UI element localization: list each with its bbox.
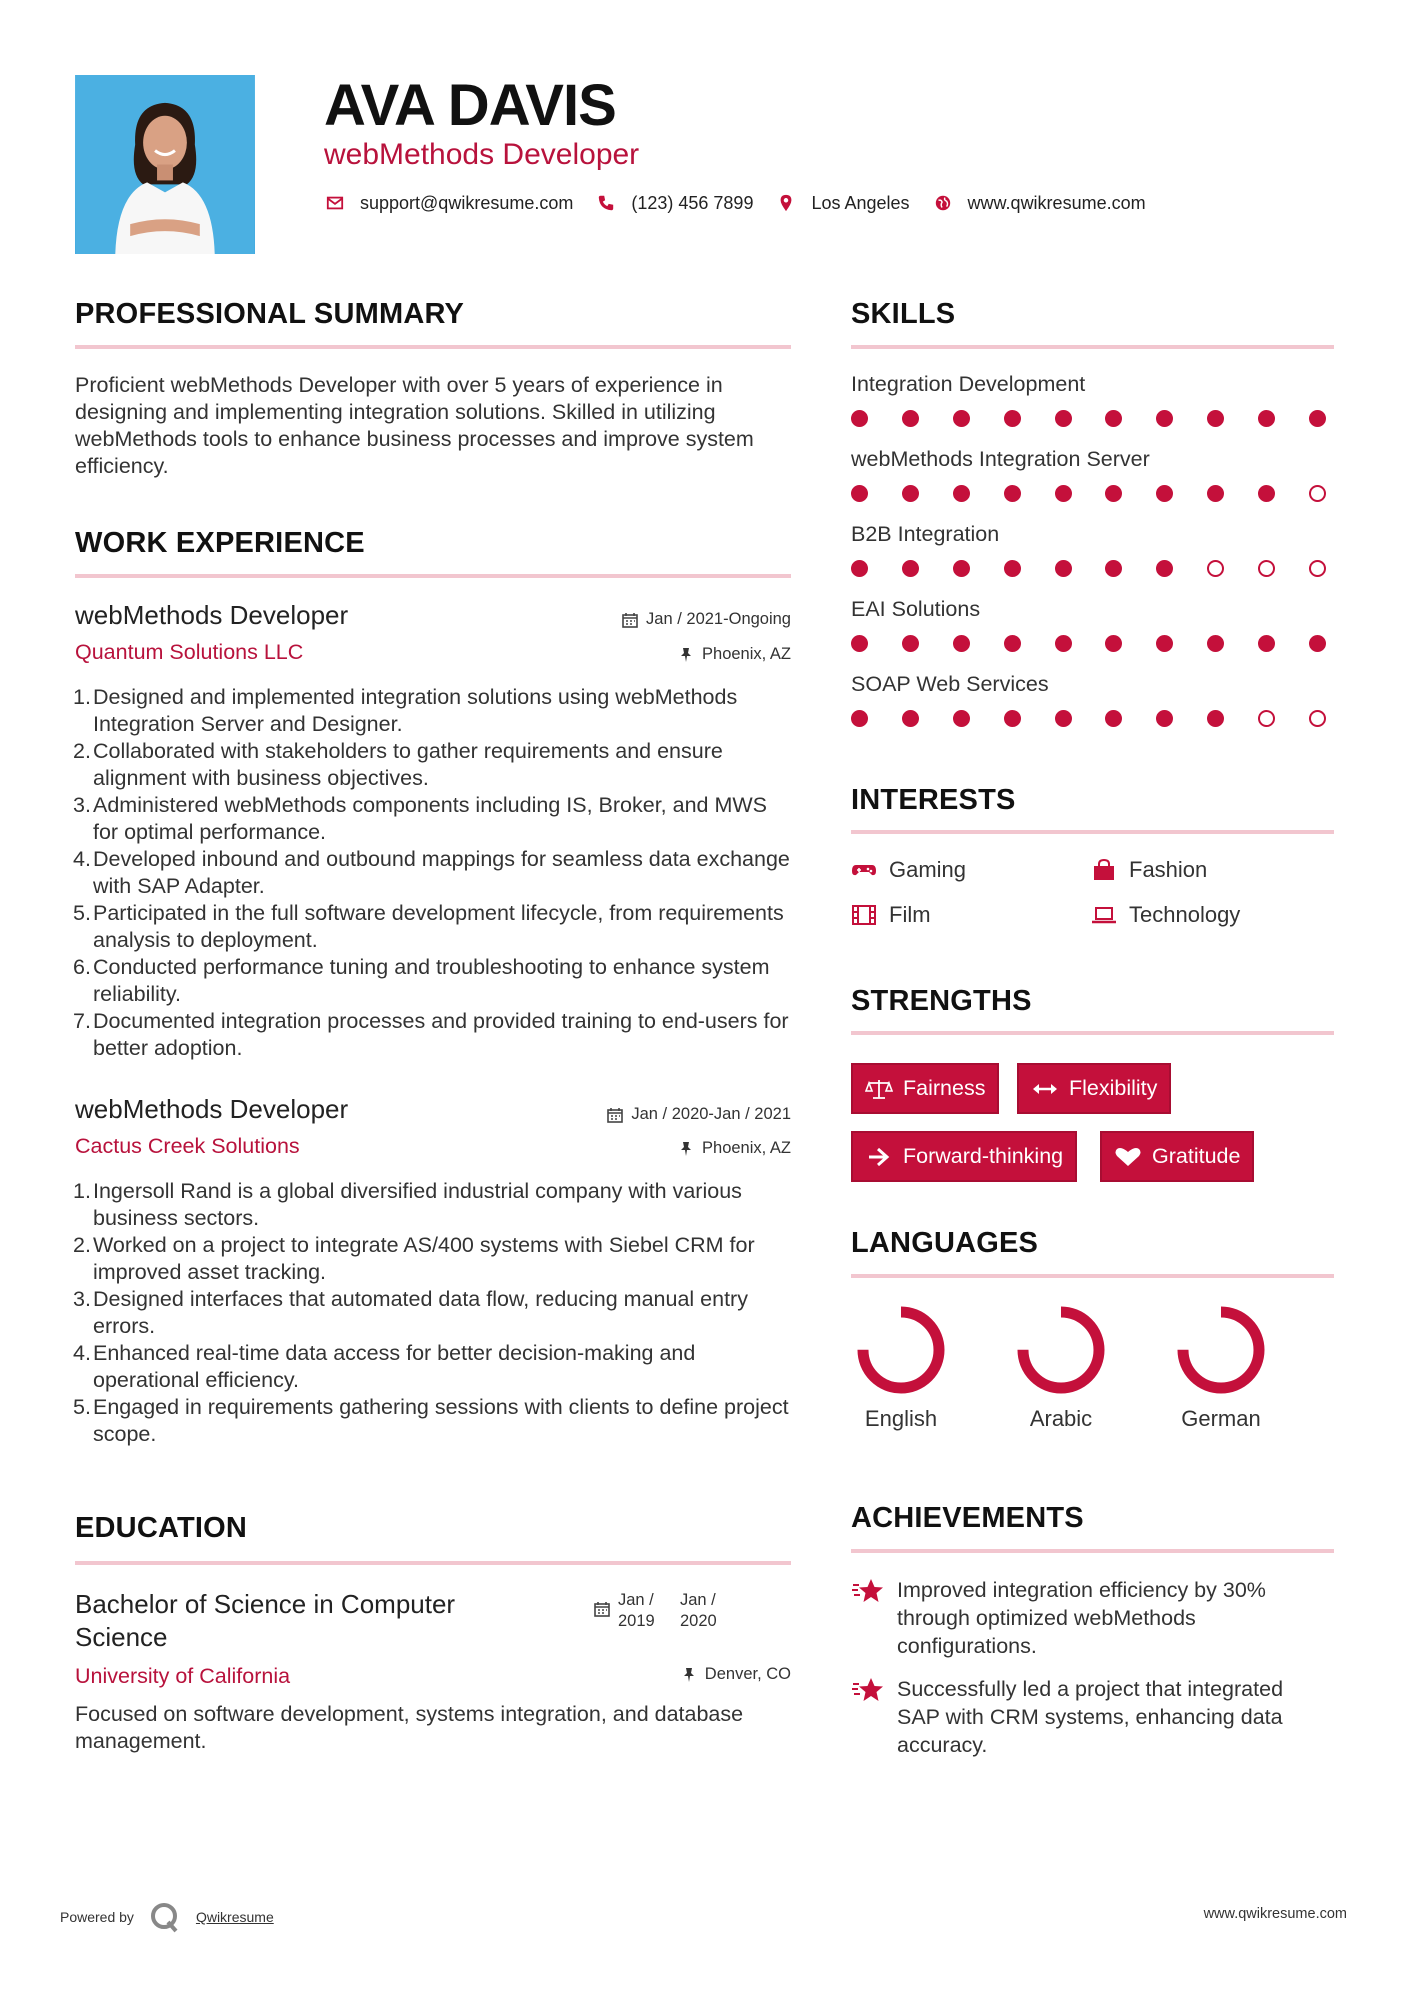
rating-dot-filled bbox=[851, 635, 868, 652]
profile-photo bbox=[75, 75, 255, 254]
summary-text: Proficient webMethods Developer with over 5 years of experience in designing and implementing integration solutions. Skilled in utilizing webMethods tools to enhance business processes and improve system efficiency. bbox=[75, 373, 754, 478]
pushpin-icon bbox=[678, 1141, 694, 1157]
rating-dot-empty bbox=[1207, 560, 1224, 577]
pushpin-icon bbox=[681, 1667, 697, 1683]
company-name: Cactus Creek Solutions bbox=[75, 1134, 300, 1158]
job-title: webMethods Developer bbox=[75, 600, 349, 630]
rating-dot-filled bbox=[953, 560, 970, 577]
candidate-name: AVA DAVIS bbox=[324, 73, 616, 138]
phone-text: (123) 456 7899 bbox=[631, 192, 754, 213]
rating-dot-empty bbox=[1309, 710, 1326, 727]
rating-dot-empty bbox=[1309, 485, 1326, 502]
rating-dot-filled bbox=[851, 710, 868, 727]
language-level-ring bbox=[1013, 1302, 1109, 1398]
interests-heading: INTERESTS bbox=[851, 784, 1016, 816]
rating-dot-filled bbox=[1156, 710, 1173, 727]
rating-dot-filled bbox=[953, 635, 970, 652]
rating-dot-filled bbox=[1156, 560, 1173, 577]
language-name: English bbox=[864, 1406, 938, 1431]
skill-rating bbox=[851, 410, 1326, 427]
pushpin-icon bbox=[678, 647, 694, 663]
rating-dot-filled bbox=[1055, 485, 1072, 502]
footer-powered-by bbox=[60, 1900, 274, 1934]
brand-link[interactable]: Qwikresume bbox=[195, 1909, 274, 1925]
list-item: Worked on a project to integrate AS/400 systems with Siebel CRM for improved asset tracking. bbox=[93, 1233, 755, 1284]
rating-dot-filled bbox=[851, 410, 868, 427]
list-item: Enhanced real-time data access for better decision-making and operational efficiency. bbox=[93, 1341, 696, 1392]
rating-dot-filled bbox=[1207, 410, 1224, 427]
rating-dot-filled bbox=[1105, 710, 1122, 727]
school-name: University of California bbox=[75, 1664, 291, 1688]
language-level-ring bbox=[1173, 1302, 1269, 1398]
rating-dot-filled bbox=[953, 485, 970, 502]
arrows-horizontal-icon bbox=[1031, 1078, 1059, 1100]
list-item: Designed and implemented integration solutions using webMethods Integration Server and Designer. bbox=[93, 685, 738, 736]
experience-divider bbox=[75, 574, 791, 578]
rating-dot-filled bbox=[1105, 410, 1122, 427]
company-name: Quantum Solutions LLC bbox=[75, 640, 304, 664]
skill-name: SOAP Web Services bbox=[851, 672, 1049, 696]
job-location: Phoenix, AZ bbox=[540, 645, 791, 664]
language-item bbox=[841, 1302, 961, 1432]
duties-list bbox=[75, 684, 791, 1062]
achievements-heading: ACHIEVEMENTS bbox=[851, 1502, 1084, 1534]
degree-title: Bachelor of Science in Computer Science bbox=[75, 1589, 456, 1652]
rating-dot-filled bbox=[953, 710, 970, 727]
list-item: Participated in the full software development lifecycle, from requirements analysis to deployment. bbox=[93, 901, 784, 952]
interest-technology: Technology bbox=[1091, 902, 1240, 928]
job-dates: Jan / 2020-Jan / 2021 bbox=[540, 1105, 791, 1124]
skill-rating bbox=[851, 560, 1326, 577]
footer-website[interactable]: www.qwikresume.com bbox=[1203, 1906, 1347, 1922]
rating-dot-filled bbox=[902, 710, 919, 727]
list-item: Ingersoll Rand is a global diversified industrial company with various business sectors. bbox=[93, 1179, 742, 1230]
education-end: Jan / 2020 bbox=[680, 1591, 717, 1630]
skill-name: Integration Development bbox=[851, 372, 1086, 396]
language-level-arc bbox=[863, 1312, 939, 1388]
arrow-right-icon bbox=[865, 1146, 893, 1168]
language-name: Arabic bbox=[1029, 1406, 1093, 1431]
strengths-divider bbox=[851, 1031, 1334, 1035]
language-name: German bbox=[1181, 1406, 1261, 1431]
rating-dot-filled bbox=[1055, 635, 1072, 652]
website-text: www.qwikresume.com bbox=[967, 192, 1146, 213]
rating-dot-filled bbox=[1004, 410, 1021, 427]
email-text: support@qwikresume.com bbox=[360, 192, 574, 213]
contact-phone[interactable] bbox=[595, 192, 753, 214]
rating-dot-filled bbox=[1004, 485, 1021, 502]
rating-dot-filled bbox=[1004, 635, 1021, 652]
education-start: Jan / 2019 bbox=[618, 1591, 655, 1630]
language-level-arc bbox=[1183, 1312, 1259, 1388]
rating-dot-filled bbox=[1207, 485, 1224, 502]
contact-email[interactable] bbox=[324, 192, 573, 214]
rating-dot-filled bbox=[851, 485, 868, 502]
rating-dot-filled bbox=[902, 560, 919, 577]
rating-dot-filled bbox=[1258, 635, 1275, 652]
rating-dot-filled bbox=[902, 485, 919, 502]
job-location: Phoenix, AZ bbox=[540, 1139, 791, 1158]
list-item: Documented integration processes and provided training to end-users for better adoption. bbox=[93, 1009, 789, 1060]
interest-fashion: Fashion bbox=[1091, 857, 1207, 883]
list-item: Developed inbound and outbound mappings for seamless data exchange with SAP Adapter. bbox=[93, 847, 790, 898]
calendar-icon bbox=[607, 1107, 623, 1123]
rating-dot-filled bbox=[953, 410, 970, 427]
rating-dot-filled bbox=[1258, 410, 1275, 427]
rating-dot-filled bbox=[1156, 485, 1173, 502]
rating-dot-filled bbox=[1105, 635, 1122, 652]
education-description: Focused on software development, systems integration, and database management. bbox=[75, 1702, 744, 1753]
rating-dot-filled bbox=[1258, 485, 1275, 502]
rating-dot-filled bbox=[1055, 410, 1072, 427]
rating-dot-empty bbox=[1258, 560, 1275, 577]
powered-by-text: Powered by bbox=[60, 1909, 134, 1925]
rating-dot-empty bbox=[1258, 710, 1275, 727]
strength-gratitude: Gratitude bbox=[1100, 1131, 1254, 1182]
language-level-arc bbox=[1023, 1312, 1099, 1388]
strength-forward-thinking: Forward-thinking bbox=[851, 1131, 1077, 1182]
education-heading: EDUCATION bbox=[75, 1512, 248, 1544]
shopping-bag-icon bbox=[1091, 859, 1117, 881]
rating-dot-filled bbox=[1309, 635, 1326, 652]
candidate-role: webMethods Developer bbox=[324, 138, 640, 171]
rating-dot-filled bbox=[1055, 560, 1072, 577]
globe-icon bbox=[932, 192, 954, 214]
education-divider bbox=[75, 1561, 791, 1565]
strength-fairness: Fairness bbox=[851, 1063, 999, 1114]
list-item: Engaged in requirements gathering sessions with clients to define project scope. bbox=[93, 1395, 789, 1446]
rating-dot-filled bbox=[1156, 635, 1173, 652]
languages-heading: LANGUAGES bbox=[851, 1227, 1039, 1259]
job-title: webMethods Developer bbox=[75, 1094, 349, 1124]
education-location: Denver, CO bbox=[540, 1665, 791, 1684]
skills-heading: SKILLS bbox=[851, 298, 956, 330]
phone-icon bbox=[595, 192, 617, 214]
achievements-divider bbox=[851, 1549, 1334, 1553]
skill-name: EAI Solutions bbox=[851, 597, 981, 621]
achievement-item: Successfully led a project that integrated SAP with CRM systems, enhancing data accuracy. bbox=[851, 1675, 1321, 1759]
duties-list bbox=[75, 1178, 791, 1448]
calendar-icon bbox=[594, 1601, 610, 1617]
rating-dot-empty bbox=[1309, 560, 1326, 577]
heart-icon bbox=[1114, 1146, 1142, 1168]
rating-dot-filled bbox=[851, 560, 868, 577]
rating-dot-filled bbox=[1207, 710, 1224, 727]
skill-rating bbox=[851, 635, 1326, 652]
skills-divider bbox=[851, 345, 1334, 349]
skill-name: B2B Integration bbox=[851, 522, 1000, 546]
gamepad-icon bbox=[851, 859, 877, 881]
rating-dot-filled bbox=[1156, 410, 1173, 427]
language-item bbox=[1001, 1302, 1121, 1432]
film-icon bbox=[851, 904, 877, 926]
education-dates bbox=[594, 1590, 734, 1632]
summary-divider bbox=[75, 345, 791, 349]
rating-dot-filled bbox=[1004, 560, 1021, 577]
contact-bar bbox=[324, 192, 1168, 214]
rating-dot-filled bbox=[902, 635, 919, 652]
skill-rating bbox=[851, 485, 1326, 502]
language-level-ring bbox=[853, 1302, 949, 1398]
skill-rating bbox=[851, 710, 1326, 727]
map-pin-icon bbox=[775, 192, 797, 214]
interests-divider bbox=[851, 830, 1334, 834]
skill-name: webMethods Integration Server bbox=[851, 447, 1150, 471]
languages-divider bbox=[851, 1274, 1334, 1278]
experience-heading: WORK EXPERIENCE bbox=[75, 527, 365, 559]
strength-flexibility: Flexibility bbox=[1017, 1063, 1171, 1114]
star-award-icon bbox=[851, 1675, 885, 1705]
qwikresume-logo-icon bbox=[148, 1900, 182, 1934]
list-item: Collaborated with stakeholders to gather requirements and ensure alignment with business objectives. bbox=[93, 739, 723, 790]
list-item: Designed interfaces that automated data flow, reducing manual entry errors. bbox=[93, 1287, 748, 1338]
star-award-icon bbox=[851, 1576, 885, 1606]
balance-scale-icon bbox=[865, 1078, 893, 1100]
contact-website[interactable] bbox=[932, 192, 1146, 214]
envelope-icon bbox=[324, 192, 346, 214]
calendar-icon bbox=[622, 612, 638, 628]
language-item bbox=[1161, 1302, 1281, 1432]
summary-heading: PROFESSIONAL SUMMARY bbox=[75, 298, 465, 330]
rating-dot-filled bbox=[1207, 635, 1224, 652]
rating-dot-filled bbox=[1004, 710, 1021, 727]
contact-location bbox=[775, 192, 909, 214]
rating-dot-filled bbox=[1105, 560, 1122, 577]
rating-dot-filled bbox=[1105, 485, 1122, 502]
rating-dot-filled bbox=[1309, 410, 1326, 427]
rating-dot-filled bbox=[902, 410, 919, 427]
achievement-item: Improved integration efficiency by 30% through optimized webMethods configurations. bbox=[851, 1576, 1321, 1660]
list-item: Conducted performance tuning and troubleshooting to enhance system reliability. bbox=[93, 955, 770, 1006]
location-text: Los Angeles bbox=[811, 192, 910, 213]
rating-dot-filled bbox=[1055, 710, 1072, 727]
interest-film: Film bbox=[851, 902, 931, 928]
laptop-icon bbox=[1091, 904, 1117, 926]
list-item: Administered webMethods components including IS, Broker, and MWS for optimal performance. bbox=[93, 793, 767, 844]
job-dates: Jan / 2021-Ongoing bbox=[540, 610, 791, 629]
interest-gaming: Gaming bbox=[851, 857, 966, 883]
strengths-heading: STRENGTHS bbox=[851, 985, 1032, 1017]
person-avatar-icon bbox=[75, 75, 255, 254]
